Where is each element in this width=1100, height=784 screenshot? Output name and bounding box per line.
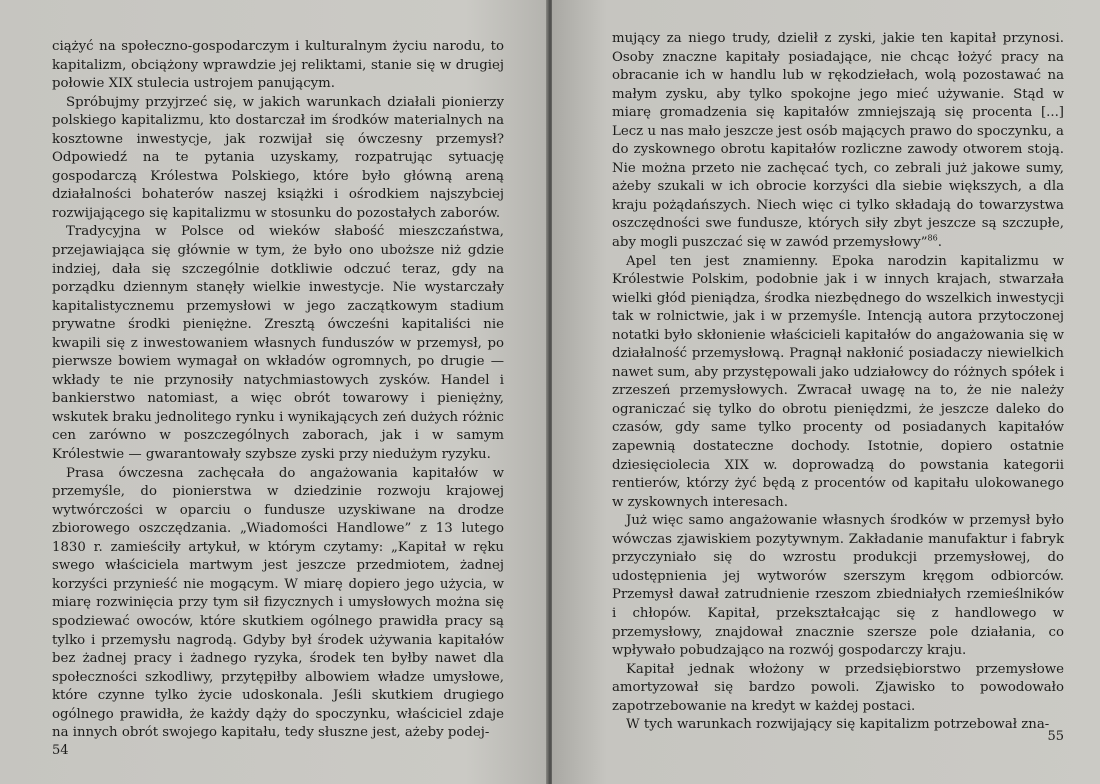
footnote-mark: 86 bbox=[927, 233, 938, 243]
paragraph: ciążyć na społeczno-gospodarczym i kulturalnym życiu narodu, to kapitalizm, obciążony wprawdzie jej reliktami, stanie się w drugiej połowie XIX stulecia ustrojem panującym. bbox=[52, 39, 504, 92]
paragraph: Już więc samo angażowanie własnych środków w przemysł było wówczas zjawiskiem pozytywnym. Zakładanie manufaktur i fabryk przyczyniało się do wzrostu produkcji przemysłowej, do udostępnienia jej wytworów szerszym kręgom odbiorców. Przemysł dawał zatrudnienie rzeszom zbiedniałych rzemieślników i chłopów. Kapitał, przekształcając się z handlowego w przemysłowy, znajdował znacznie szersze pole działania, co wpływało pobudzająco na rozwój gospodarczy kraju. bbox=[612, 513, 1064, 659]
paragraph: Tradycyjna w Polsce od wieków słabość mieszczaństwa, przejawiająca się głównie w tym, że było ono uboższe niż gdzie indziej, dała się szczególnie dotkliwie odczuć teraz, gdy na porządku dziennym stanęły wielkie inwestycje. Nie wystarczały kapitalistycznemu przemysłowi w jego zaczątkowym stadium prywatne środki pieniężne. Zresztą ówcześni kapitaliści nie kwapili się z inwestowaniem własnych funduszów w przemysł, po pierwsze bowiem wymagał on wkładów ogromnych, po drugie — wkłady te nie przynosiły natychmiastowych zysków. Handel i bankierstwo natomiast, a więc obrót towarowy i pieniężny, wskutek braku jednolitego rynku i wynikających zeń dużych różnic cen zarówno w poszczególnych zaborach, jak i w samym Królestwie — gwarantowały szybsze zyski przy niedużym ryzyku. bbox=[52, 224, 504, 463]
paragraph: Prasa ówczesna zachęcała do angażowania kapitałów w przemyśle, do pionierstwa w dziedzinie rozwoju krajowej wytwórczości w oparciu o fundusze uzyskiwane na drodze zbiorowego oszczędzania. „Wiadomości Handlowe” z 13 lutego 1830 r. zamieściły artykuł, w którym czytamy: „Kapitał w ręku swego właściciela martwym jest jeszcze przedmiotem, żadnej korzyści przynieść nie mogącym. W miarę dopiero jego użycia, w miarę rozwinięcia przy tym sił fizycznych i umysłowych można się spodziewać owoców, które skutkiem ogólnego prawidła pracy są tylko i przemysłu nagrodą. Gdyby był środek używania kapitałów bez żadnej pracy i żadnego ryzyka, środek ten byłby nawet dla społeczności szkodliwy, przytępiłby albowiem władze umysłowe, które czynne tylko życie udoskonala. Jeśli skutkiem drugiego ogólnego prawidła, że każdy dąży do spoczynku, właściciel zdaje na innych obrót swojego kapitału, tedy słuszne jest, ażeby podej- bbox=[52, 465, 504, 741]
right-page-text bbox=[612, 30, 1064, 735]
left-page-text bbox=[52, 38, 504, 743]
paragraph: Apel ten jest znamienny. Epoka narodzin kapitalizmu w Królestwie Polskim, podobnie jak i w innych krajach, stwarzała wielki głód pieniądza, środka niezbędnego do wszelkich inwestycji tak w rolnictwie, jak i w przemyśle. Intencją autora przytoczonej notatki było skłonienie właścicieli kapitałów do angażowania się w działalność przemysłową. Pragnął nakłonić posiadaczy niewielkich nawet sum, aby przystępowali jako udziałowcy do różnych spółek i zrzeszeń przemysłowych. Zwracał uwagę na to, że nie należy ograniczać się tylko do obrotu pieniędzmi, że jeszcze daleko do czasów, gdy same tylko procenty od posiadanych kapitałów zapewnią dostateczne dochody. Istotnie, dopiero ostatnie dziesięciolecia XIX w. doprowadzą do powstania kategorii rentierów, którzy żyć będą z procentów od kapitału ulokowanego w zyskownych interesach. bbox=[612, 253, 1064, 510]
quote-continuation: mujący za niego trudy, dzielił z zyski, jakie ten kapitał przynosi. Osoby znaczne kapitały posiadające, nie chcąc łożyć pracy na obracanie ich w handlu lub w rękodziełach, wolą pozostawać na małym zysku, aby tylko spokojne jego mieć używanie. Stąd w miarę gromadzenia się kapitałów zmniejszają się procenta [...] Lecz u nas mało jeszcze jest osób mających prawo do spoczynku, a do zyskownego obrotu kapitałów rozliczne zawody otworem stoją. Nie można przeto nie zachęcać tych, co zebrali już jakowe sumy, ażeby szukali w ich obrocie korzyści dla siebie większych, a dla kraju pożądańszych. Niech więc ci tylko składają do towarzystwa oszczędności swe fundusze, których siły zbyt jeszcze są szczupłe, aby mogli puszczać się w zawód przemysłowy” bbox=[612, 31, 1064, 251]
right-page bbox=[552, 0, 1100, 784]
left-page bbox=[0, 0, 548, 784]
page-number: 54 bbox=[52, 743, 69, 758]
paragraph: Kapitał jednak włożony w przedsiębiorstwo przemysłowe amortyzował się bardzo powoli. Zjawisko to powodowało zapotrzebowanie na kredyt w każdej postaci. bbox=[612, 661, 1064, 714]
paragraph: mujący za niego trudy, dzielił z zyski, jakie ten kapitał przynosi. Osoby znaczne kapitały posiadające, nie chcąc łożyć pracy na obracanie ich w handlu lub w rękodziełach, wolą pozostawać na małym zysku, aby tylko spokojne jego mieć używanie. Stąd w miarę gromadzenia się kapitałów zmniejszają się procenta [...] Lecz u nas mało jeszcze jest osób mających prawo do spoczynku, a do zyskownego obrotu kapitałów rozliczne zawody otworem stoją. Nie można przeto nie zachęcać tych, co zebrali już jakowe sumy, ażeby szukali w ich obrocie korzyści dla siebie większych, a dla kraju pożądańszych. Niech więc ci tylko składają do towarzystwa oszczędności swe fundusze, których siły zbyt jeszcze są szczupłe, aby mogli puszczać się w zawód przemysłowy”$^{86}$. bbox=[612, 31, 1064, 251]
paragraph: Spróbujmy przyjrzeć się, w jakich warunkach działali pionierzy polskiego kapitalizmu, kto dostarczał im środków materialnych na kosztowne inwestycje, jak rozwijał się ówczesny przemysł? Odpowiedź na te pytania uzyskamy, rozpatrując sytuację gospodarczą Królestwa Polskiego, które było główną areną działalności bohaterów naszej książki i ośrodkiem najszybciej rozwijającego się kapitalizmu w stosunku do pozostałych zaborów. bbox=[52, 94, 504, 221]
page-number: 55 bbox=[1047, 729, 1064, 744]
paragraph: W tych warunkach rozwijający się kapitalizm potrzebował zna- bbox=[626, 717, 1050, 733]
